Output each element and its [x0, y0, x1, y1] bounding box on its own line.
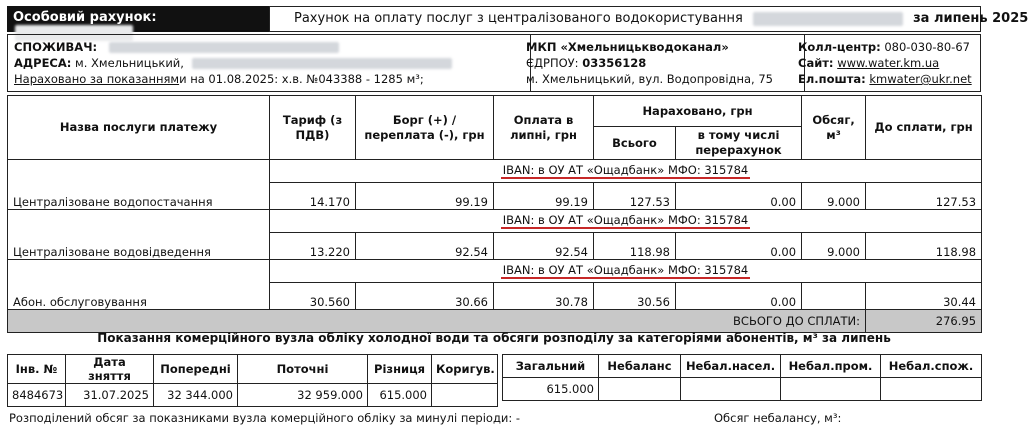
header-volume: Обсяг, м³ [802, 96, 866, 160]
debt-cell: 30.66 [356, 283, 494, 310]
header-tariff: Тариф (з ПДВ) [270, 96, 356, 160]
meter-header: Поточні [238, 355, 368, 384]
header-service: Назва послуги платежу [8, 96, 270, 160]
header-accrued-total: Всього [594, 127, 676, 160]
correction [432, 384, 498, 407]
imbalance-consumers [881, 378, 982, 401]
account-box [7, 6, 269, 32]
category-header: Небал.насел. [681, 355, 781, 378]
imbalance-industrial [781, 378, 881, 401]
account-label: Особовий рахунок: [13, 10, 157, 25]
total-volume: 615.000 [503, 378, 599, 401]
call-center-phone: 080-030-80-67 [884, 40, 970, 54]
address-city: м. Хмельницький, [75, 56, 184, 70]
category-distribution-table [502, 354, 982, 401]
total-row [8, 310, 982, 333]
paid-cell: 92.54 [494, 233, 594, 260]
volume-cell: 9.000 [802, 183, 866, 210]
to-pay-cell: 118.98 [866, 233, 982, 260]
meter-readings-table [7, 354, 498, 407]
header-accrued: Нараховано, грн [594, 96, 802, 127]
current-reading: 32 959.000 [238, 384, 368, 407]
redacted-name [753, 12, 903, 26]
meter-header: Інв. № [8, 355, 66, 384]
volume-cell: 9.000 [802, 233, 866, 260]
invoice-title-box [269, 6, 1028, 32]
address-label: АДРЕСА: [14, 56, 72, 70]
service-name: Централізоване водовідведення [8, 210, 270, 260]
iban-cell [270, 210, 982, 233]
redacted-consumer-name [109, 42, 339, 53]
tariff-cell: 14.170 [270, 183, 356, 210]
meter-header: Дата зняття [66, 355, 154, 384]
invoice-title: Рахунок на оплату послуг з централізованого водокористування [294, 11, 743, 26]
recalc-cell: 0.00 [676, 283, 802, 310]
debt-cell: 92.54 [356, 233, 494, 260]
header-to-pay: До сплати, грн [866, 96, 982, 160]
to-pay-cell: 127.53 [866, 183, 982, 210]
table-row [8, 210, 982, 233]
consumer-label: СПОЖИВАЧ: [14, 40, 98, 54]
table-row [8, 384, 498, 407]
charges-table [7, 95, 982, 333]
meter-section-title: Показання комерційного вузла обліку холодної води та обсяги розподілу за категоріями абонентів, м³ за липень [97, 331, 891, 345]
meter-reading-link-text: Нараховано за показанням [14, 72, 180, 86]
org-name: МКП «Хмельницькводоканал» [526, 40, 729, 54]
site-link[interactable]: www.water.km.ua [837, 56, 940, 70]
iban-text: IBAN: в ОУ АТ «Ощадбанк» МФО: 315784 [502, 263, 749, 277]
edrpou-label: ЄДРПОУ: [526, 56, 579, 70]
meter-reading-text: и на 01.08.2025: х.в. №043388 - 1285 м³; [179, 72, 424, 86]
table-row [8, 260, 982, 283]
footer-imbalance-volume: Обсяг небалансу, м³: [714, 411, 842, 425]
debt-cell: 99.19 [356, 183, 494, 210]
service-name: Централізоване водопостачання [8, 160, 270, 210]
call-center-label: Колл-центр: [798, 40, 881, 54]
total-value: 276.95 [866, 310, 982, 333]
recalc-cell: 0.00 [676, 233, 802, 260]
imbalance [599, 378, 681, 401]
recalc-cell: 0.00 [676, 183, 802, 210]
category-header: Небал.пром. [781, 355, 881, 378]
tariff-cell: 30.560 [270, 283, 356, 310]
meter-header: Різниця [368, 355, 432, 384]
info-box [7, 34, 981, 92]
footer-distributed-volume: Розподілений обсяг за показниками вузла комерційного обліку за минулі періоди: - [9, 411, 521, 425]
contacts-info [790, 35, 994, 91]
header-accrued-recalc: в тому числі перерахунок [676, 127, 802, 160]
accrued-total-cell: 118.98 [594, 233, 676, 260]
total-label: ВСЬОГО ДО СПЛАТИ: [8, 310, 866, 333]
edrpou-value: 03356128 [582, 56, 647, 70]
redacted-address [192, 58, 452, 69]
iban-cell [270, 160, 982, 183]
iban-cell [270, 260, 982, 283]
category-header: Загальний [503, 355, 599, 378]
previous-reading: 32 344.000 [154, 384, 238, 407]
service-name: Абон. обслуговування [8, 260, 270, 310]
meter-header: Коригув. [432, 355, 498, 384]
to-pay-cell: 30.44 [866, 283, 982, 310]
header-debt: Борг (+) / переплата (-), грн [356, 96, 494, 160]
volume-cell [802, 283, 866, 310]
tariff-cell: 13.220 [270, 233, 356, 260]
paid-cell: 30.78 [494, 283, 594, 310]
paid-cell: 99.19 [494, 183, 594, 210]
iban-text: IBAN: в ОУ АТ «Ощадбанк» МФО: 315784 [502, 213, 749, 227]
email-label: Ел.пошта: [798, 72, 866, 86]
accrued-total-cell: 30.56 [594, 283, 676, 310]
imbalance-population [681, 378, 781, 401]
iban-text: IBAN: в ОУ АТ «Ощадбанк» МФО: 315784 [502, 163, 749, 177]
email-link[interactable]: kmwater@ukr.net [869, 72, 972, 86]
category-header: Небал.спож. [881, 355, 982, 378]
category-header: Небаланс [599, 355, 681, 378]
meter-header: Попередні [154, 355, 238, 384]
accrued-total-cell: 127.53 [594, 183, 676, 210]
table-row [8, 160, 982, 183]
header-paid: Оплата в липні, грн [494, 96, 594, 160]
site-label: Сайт: [798, 56, 834, 70]
table-row [503, 378, 982, 401]
org-address: м. Хмельницький, вул. Водопровідна, 75 [526, 72, 773, 86]
inventory-number: 8484673 [8, 384, 66, 407]
consumer-info [8, 35, 531, 91]
reading-date: 31.07.2025 [66, 384, 154, 407]
organization-info [518, 35, 805, 91]
difference: 615.000 [368, 384, 432, 407]
invoice-period: за липень 2025 [913, 11, 1028, 26]
